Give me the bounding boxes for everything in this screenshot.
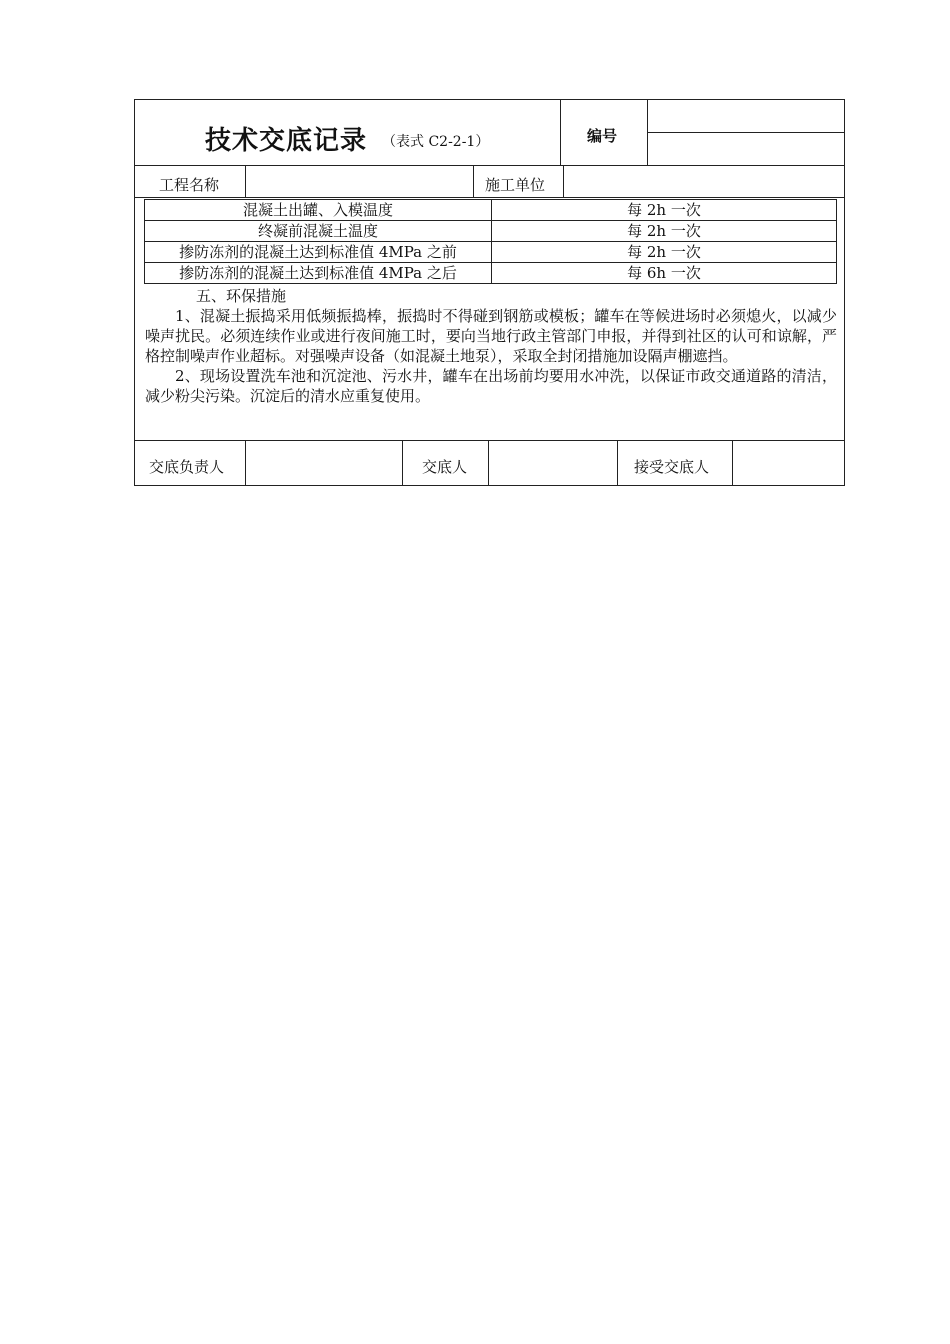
number-field-line	[647, 132, 845, 133]
divider	[617, 440, 618, 486]
divider	[135, 165, 844, 166]
table-row	[145, 221, 836, 242]
technical-disclosure-form	[134, 99, 845, 486]
form-title: 技术交底记录	[205, 126, 368, 156]
table-cell-frequency: 每 2h 一次	[627, 201, 701, 219]
table-row	[145, 200, 836, 221]
divider	[473, 165, 474, 197]
table-row	[145, 242, 836, 263]
table-cell-frequency: 每 6h 一次	[627, 264, 701, 282]
disclosure-content	[145, 286, 837, 406]
divider	[245, 440, 246, 486]
receiver-label: 接受交底人	[634, 458, 710, 476]
divider	[135, 197, 844, 198]
divider	[732, 440, 733, 486]
table-cell-item: 掺防冻剂的混凝土达到标准值 4MPa 之后	[145, 263, 492, 284]
divider	[563, 165, 564, 197]
divider	[135, 440, 844, 441]
table-cell-frequency: 每 2h 一次	[627, 222, 701, 240]
table-cell-item: 混凝土出罐、入模温度	[145, 200, 492, 220]
responsible-person-label: 交底负责人	[149, 458, 225, 476]
discloser-label: 交底人	[422, 458, 468, 476]
project-name-label: 工程名称	[159, 176, 220, 194]
number-label: 编号	[587, 127, 618, 145]
divider	[488, 440, 489, 486]
table-row	[145, 263, 836, 284]
divider	[245, 165, 246, 197]
table-cell-item: 掺防冻剂的混凝土达到标准值 4MPa 之前	[145, 242, 492, 262]
temperature-inspection-table	[144, 199, 837, 284]
form-code: （表式 C2-2-1）	[382, 134, 490, 150]
divider	[560, 100, 561, 165]
divider	[402, 440, 403, 486]
content-paragraph: 2、现场设置洗车池和沉淀池、污水井，罐车在出场前均要用水冲洗，以保证市政交通道路的清洁，减少粉尖污染。沉淀后的清水应重复使用。	[145, 367, 837, 405]
construction-unit-label: 施工单位	[485, 176, 546, 194]
table-cell-item: 终凝前混凝土温度	[145, 221, 492, 241]
section-heading: 五、环保措施	[196, 287, 287, 305]
table-cell-frequency: 每 2h 一次	[627, 243, 701, 261]
content-paragraph: 1、混凝土振捣采用低频振捣棒，振捣时不得碰到钢筋或模板；罐车在等候进场时必须熄火，以减少噪声扰民。必须连续作业或进行夜间施工时，要向当地行政主管部门申报，并得到社区的认可和谅解，严格控制噪声作业超标。对强噪声设备（如混凝土地泵），采取全封闭措施加设隔声棚遮挡。	[145, 307, 837, 365]
